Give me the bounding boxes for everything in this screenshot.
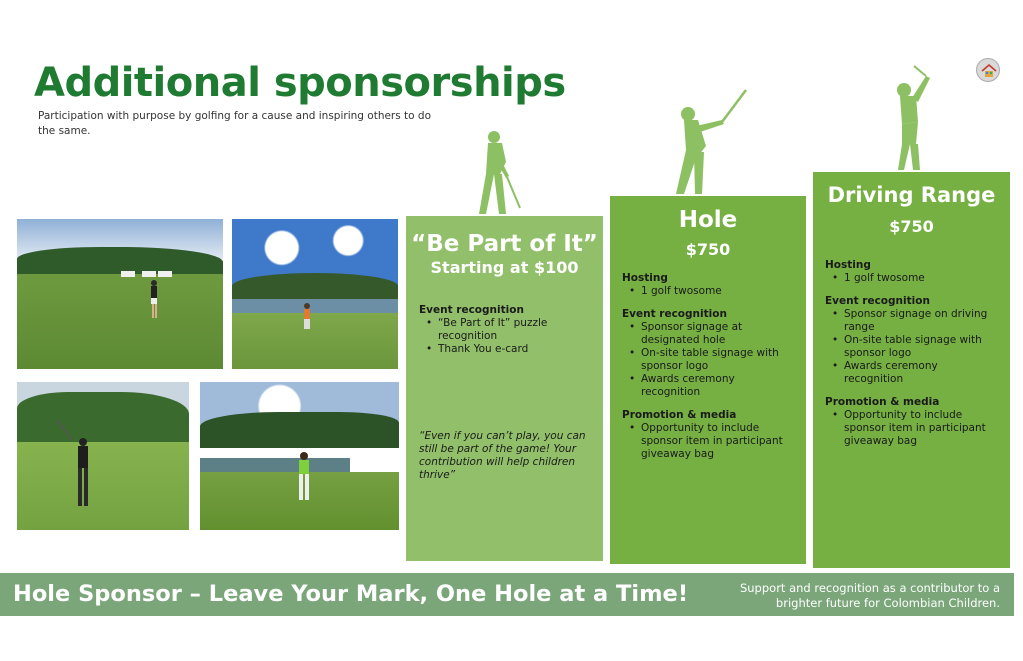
golfer-silhouette-1 xyxy=(474,130,526,216)
card-title: Hole xyxy=(678,207,738,233)
list-item: • Sponsor signage on driving range xyxy=(825,308,1003,334)
section-heading: Event recognition xyxy=(825,295,930,307)
golf-photo-4 xyxy=(200,382,399,530)
golf-photo-3 xyxy=(17,382,189,530)
sponsorship-card-hole xyxy=(610,196,806,564)
list-item: • Opportunity to include sponsor item in participant giveaway bag xyxy=(825,409,1003,448)
section-heading: Event recognition xyxy=(622,308,727,320)
list-item: • On-site table signage with sponsor logo xyxy=(622,347,800,373)
golf-photo-1 xyxy=(17,219,223,369)
list-item: • Sponsor signage at designated hole xyxy=(622,321,762,347)
banner-tagline: Support and recognition as a contributor to a brighter future for Colombian Children. xyxy=(739,581,1000,610)
section-heading: Event recognition xyxy=(419,304,524,316)
sponsorship-card-driving-range xyxy=(813,172,1010,568)
list-item: • “Be Part of It” puzzle recognition xyxy=(419,317,569,343)
section-heading: Hosting xyxy=(622,272,668,284)
section-heading: Promotion & media xyxy=(622,409,737,421)
hole-sponsor-banner xyxy=(0,573,1014,616)
list-item: • Awards ceremony recognition xyxy=(825,360,965,386)
golf-photo-2 xyxy=(232,219,398,369)
list-item: • On-site table signage with sponsor logo xyxy=(825,334,1003,360)
list-item: • Awards ceremony recognition xyxy=(622,373,762,399)
card-price: Starting at $100 xyxy=(430,258,579,277)
card-price: $750 xyxy=(889,217,934,236)
section-heading: Promotion & media xyxy=(825,396,940,408)
banner-headline: Hole Sponsor – Leave Your Mark, One Hole at a Time! xyxy=(13,581,689,607)
list-item: • Thank You e-card xyxy=(419,343,603,356)
golfer-silhouette-3 xyxy=(892,64,940,172)
golfer-silhouette-2 xyxy=(676,86,750,196)
card-title: Driving Range xyxy=(827,183,996,207)
card-quote: “Even if you can’t play, you can still be part of the game! Your contribution will help children thrive” xyxy=(419,430,586,481)
card-price: $750 xyxy=(685,240,731,259)
list-item: • Opportunity to include sponsor item in participant giveaway bag xyxy=(622,422,800,461)
list-item: • 1 golf twosome xyxy=(825,272,1003,285)
sponsorship-card-be-part-of-it xyxy=(406,216,603,561)
card-title: “Be Part of It” xyxy=(411,231,598,257)
page-subtitle: Participation with purpose by golfing for a cause and inspiring others to do the same. xyxy=(38,110,432,137)
section-heading: Hosting xyxy=(825,259,871,271)
page-title: Additional sponsorships xyxy=(34,60,566,106)
organization-logo xyxy=(976,58,1000,82)
list-item: • 1 golf twosome xyxy=(622,285,800,298)
